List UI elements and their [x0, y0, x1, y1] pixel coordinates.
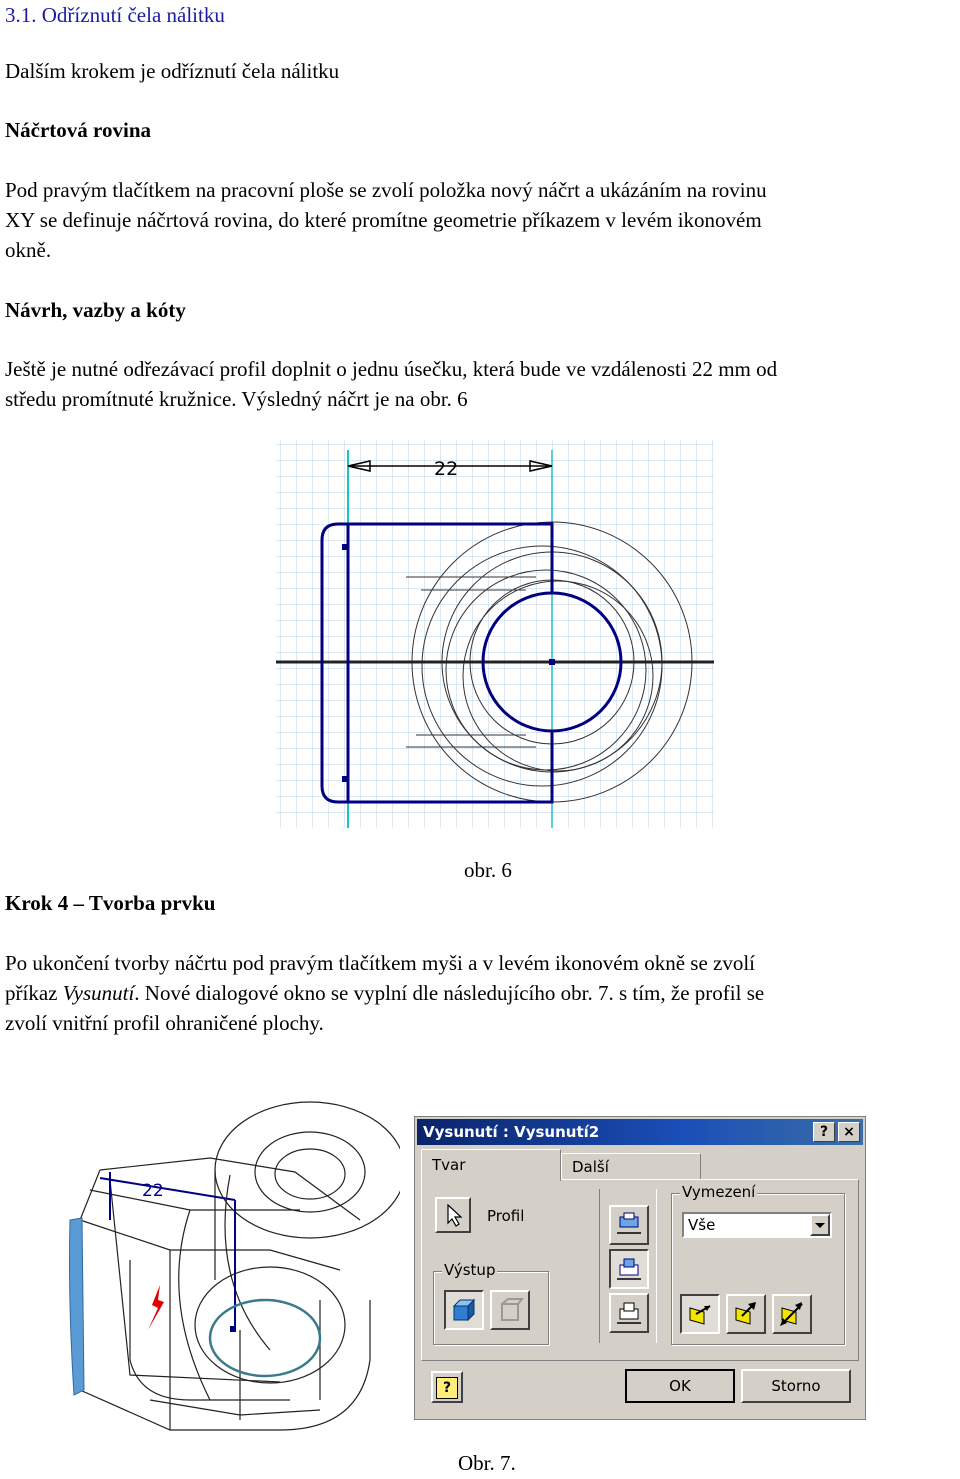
- paragraph-1-line-1: Pod pravým tlačítkem na pracovní ploše se zvolí položka nový náčrt a ukázáním na rovinu: [5, 178, 767, 202]
- direction-1-icon: [682, 1296, 718, 1332]
- intersect-icon: [611, 1295, 647, 1331]
- extents-group: [671, 1183, 845, 1345]
- figure-6-caption: obr. 6: [464, 858, 512, 882]
- join-icon: [611, 1207, 647, 1243]
- part-3d-view: [60, 1100, 400, 1440]
- direction-2-icon: [728, 1296, 764, 1332]
- intersect-button[interactable]: [609, 1293, 649, 1333]
- dialog-title: Vysunutí : Vysunutí2: [423, 1123, 600, 1141]
- paragraph-2-line-2: středu promítnuté kružnice. Výsledný náčrt je na obr. 6: [5, 387, 468, 411]
- section-heading: 3.1. Odříznutí čela nálitku: [5, 3, 225, 27]
- cut-icon: [611, 1251, 647, 1287]
- subheading-sketch-plane: Náčrtová rovina: [5, 118, 152, 142]
- cut-button[interactable]: [609, 1249, 649, 1289]
- close-button[interactable]: ×: [838, 1122, 860, 1142]
- help-title-button[interactable]: ?: [813, 1122, 835, 1142]
- tab-more[interactable]: Další: [561, 1153, 701, 1179]
- paragraph-1-line-2: XY se definuje náčrtová rovina, do které promítne geometrie příkazem v levém ikonovém: [5, 208, 762, 232]
- dimension-22-3d: 22: [142, 1181, 164, 1201]
- output-label: Výstup: [444, 1261, 496, 1279]
- paragraph-2-line-1: Ještě je nutné odřezávací profil doplnit o jednu úsečku, která bude ve vzdálenosti 22 mm od: [5, 357, 778, 381]
- extents-select[interactable]: [682, 1212, 832, 1238]
- extrude-dialog: [414, 1116, 866, 1420]
- direction-2-button[interactable]: [726, 1294, 766, 1334]
- output-group: [433, 1261, 549, 1345]
- intro-text: Dalším krokem je odříznutí čela nálitku: [5, 59, 340, 83]
- paragraph-3-line-3: zvolí vnitřní profil ohraničené plochy.: [5, 1011, 324, 1035]
- chevron-down-icon[interactable]: [810, 1214, 830, 1236]
- surface-output-button[interactable]: [490, 1290, 530, 1330]
- question-mark-icon: ?: [436, 1377, 458, 1399]
- subheading-design: Návrh, vazby a kóty: [5, 298, 186, 322]
- paragraph-1-line-3: okně.: [5, 238, 52, 262]
- figure-7-caption: Obr. 7.: [458, 1451, 516, 1475]
- extrude-command-name: Vysunutí: [62, 981, 135, 1005]
- profile-select-button[interactable]: [435, 1197, 471, 1233]
- tab-shape[interactable]: Tvar: [421, 1149, 561, 1181]
- arrow-cursor-icon: [437, 1199, 469, 1231]
- surface-icon: [492, 1292, 528, 1328]
- subheading-step-4: Krok 4 – Tvorba prvku: [5, 891, 216, 915]
- ok-button[interactable]: OK: [625, 1369, 735, 1403]
- direction-1-button[interactable]: [680, 1294, 720, 1334]
- help-button[interactable]: [431, 1371, 463, 1403]
- cancel-button[interactable]: Storno: [741, 1369, 851, 1403]
- profile-label: Profil: [487, 1207, 525, 1225]
- extents-value: Vše: [688, 1216, 716, 1234]
- join-button[interactable]: [609, 1205, 649, 1245]
- solid-output-button[interactable]: [444, 1290, 484, 1330]
- dialog-title-bar[interactable]: [417, 1119, 863, 1145]
- solid-cube-icon: [446, 1292, 482, 1328]
- paragraph-3-line-1: Po ukončení tvorby náčrtu pod pravým tlačítkem myši a v levém ikonovém okně se zvolí: [5, 951, 756, 975]
- symmetric-icon: [774, 1296, 810, 1332]
- paragraph-3-line-2: příkaz Vysunutí. Nové dialogové okno se vyplní dle následujícího obr. 7. s tím, že profil se: [5, 981, 765, 1005]
- symmetric-button[interactable]: [772, 1294, 812, 1334]
- extents-label: Vymezení: [682, 1183, 756, 1201]
- svg-text:22: 22: [434, 458, 459, 480]
- sketch-figure: [276, 440, 716, 830]
